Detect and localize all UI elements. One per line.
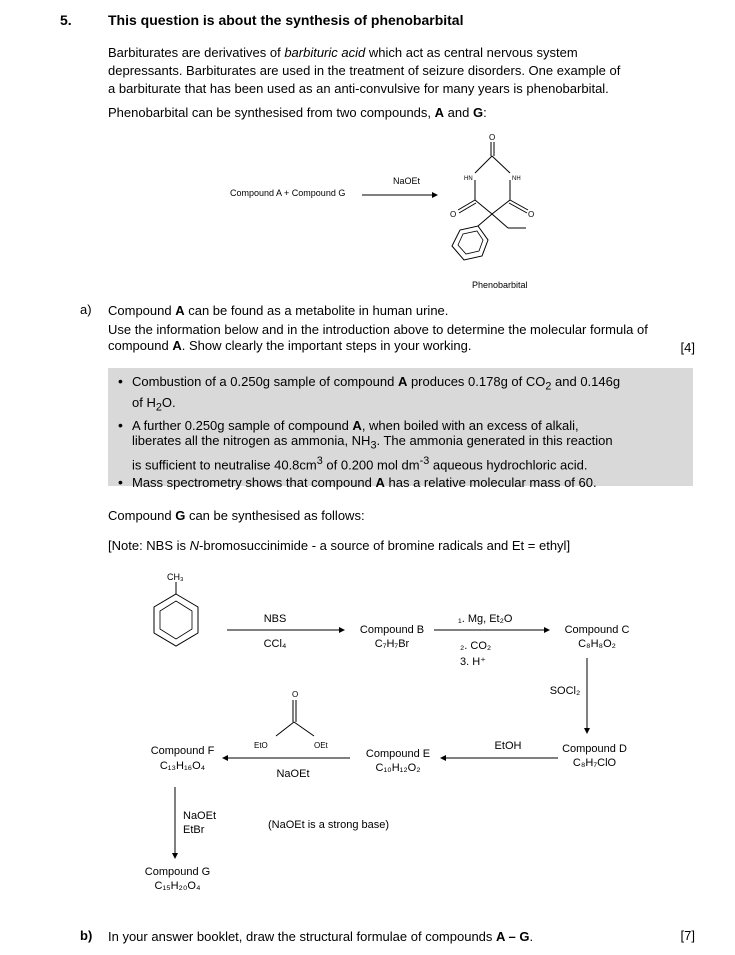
carbonate-eto-label: EtO — [254, 741, 268, 750]
toluene-structure — [140, 580, 210, 660]
step3-reagent: SOCl₂ — [549, 685, 581, 697]
phenobarbital-structure — [440, 128, 560, 278]
step2-reagent-2: ₂. CO₂ — [460, 640, 492, 652]
carbonate-oet-label: OEt — [314, 741, 328, 750]
compound-d-name: Compound D — [562, 743, 627, 755]
compound-b-formula: C₇H₇Br — [374, 638, 410, 650]
toluene-ch3-label: CH₃ — [167, 572, 184, 582]
part-b-text: In your answer booklet, draw the structural formulae of compounds A – G. — [108, 929, 534, 944]
phenobarbital-label: Phenobarbital — [472, 280, 528, 290]
bullet-combustion: • Combustion of a 0.250g sample of compound A produces 0.178g of $CO_2$ and 0.146g of $H_2O$. — [132, 374, 683, 415]
step1-reagent-bottom: CCl₄ — [263, 638, 287, 650]
step3-arrow — [580, 656, 594, 736]
compound-b-name: Compound B — [359, 624, 425, 636]
step6-arrow — [168, 785, 182, 860]
step2-reagent-1: ₁. Mg, Et₂O — [458, 613, 513, 625]
part-a-line-1: Compound A can be found as a metabolite in human urine. — [108, 303, 449, 318]
compound-f-formula: C₁₃H₁₆O₄ — [159, 760, 206, 772]
oxygen-left-label: O — [450, 210, 457, 219]
step5-reagent: NaOEt — [276, 768, 310, 780]
compound-c-formula: C₈H₈O₂ — [578, 638, 616, 650]
compound-e-formula: C₁₀H₁₂O₂ — [375, 762, 421, 774]
step5-arrow — [222, 752, 352, 764]
reactants-text: Compound A + Compound G — [230, 188, 346, 198]
oxygen-top-label: O — [489, 133, 496, 142]
bullet-mass-spec: • Mass spectrometry shows that compound A has a relative molecular mass of 60. — [132, 475, 683, 490]
nbs-note: [Note: NBS is N-bromosuccinimide - a source of bromine radicals and Et = ethyl] — [108, 538, 571, 553]
oxygen-right-label: O — [528, 210, 535, 219]
nh-label: NH — [512, 176, 521, 182]
compound-e-name: Compound E — [365, 748, 431, 760]
intro-line-1: Barbiturates are derivatives of barbituric acid which act as central nervous system — [108, 45, 578, 60]
step6-reagent-2: EtBr — [183, 824, 205, 836]
base-note: (NaOEt is a strong base) — [268, 819, 390, 831]
part-a-line-3: compound A. Show clearly the important steps in your working. — [108, 338, 472, 353]
compound-g-formula: C₁₅H₂₀O₄ — [154, 880, 201, 892]
compound-g-name: Compound G — [144, 866, 211, 878]
part-a-marks: [4] — [680, 340, 695, 355]
intro-line-4: Phenobarbital can be synthesised from two compounds, A and G: — [108, 105, 487, 120]
question-number: 5. — [60, 12, 72, 28]
question-title: This question is about the synthesis of phenobarbital — [108, 12, 464, 28]
scheme1-arrow — [360, 188, 440, 202]
intro-line-2: depressants. Barbiturates are used in the treatment of seizure disorders. One example of — [108, 63, 621, 78]
info-box — [108, 368, 693, 491]
diethyl-carbonate-structure — [252, 690, 342, 750]
step2-arrow — [432, 624, 554, 636]
intro-line-3: a barbiturate that has been used as an anti-convulsive for many years is phenobarbital. — [108, 81, 609, 96]
part-a-label: a) — [80, 302, 92, 317]
part-b-marks: [7] — [680, 928, 695, 943]
step2-reagent-3: 3. H⁺ — [460, 656, 486, 668]
step4-arrow — [440, 752, 560, 764]
g-synthesis-intro: Compound G can be synthesised as follows: — [108, 508, 365, 523]
step6-reagent-1: NaOEt — [183, 810, 217, 822]
part-b-label: b) — [80, 928, 93, 943]
part-a-line-2: Use the information below and in the introduction above to determine the molecular formula of — [108, 322, 648, 337]
compound-d-formula: C₈H₇ClO — [572, 757, 617, 769]
compound-c-name: Compound C — [564, 624, 630, 636]
compound-f-name: Compound F — [150, 745, 215, 757]
step1-arrow — [225, 624, 347, 636]
carbonate-o-label: O — [292, 690, 299, 699]
step1-reagent-top: NBS — [263, 613, 287, 625]
hn-label: HN — [464, 176, 473, 182]
bullet-ammonia: • A further 0.250g sample of compound A, when boiled with an excess of alkali, liberates all the nitrogen as ammonia, $NH_3$. The ammonia generated in this reaction is sufficient to neutralise $40.8cm^3$ of 0.200 mol $dm^{-3}$ aqueous hydrochloric acid. — [132, 418, 683, 472]
step4-reagent: EtOH — [494, 740, 522, 752]
scheme1-reagent: NaOEt — [393, 176, 421, 186]
